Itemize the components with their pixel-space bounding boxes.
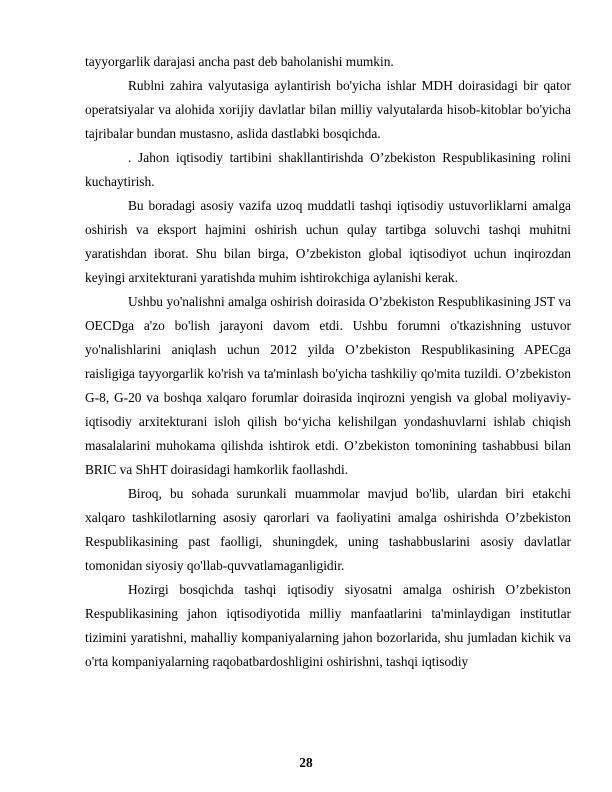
document-page <box>85 50 571 674</box>
paragraph-chronic-problems: Biroq, bu sohada surunkali muammolar mavjud bo'lib, ulardan biri etakchi xalqaro tashkilotlarning asosiy qarorlari va faoliyatini amalga oshirishda O’zbekiston Respublikasining past faolligi, shuningdek, uning tashabbuslarini asosiy davlatlar tomonidan siyosiy qo'llab-quvvatlamaganligidir. <box>85 486 571 573</box>
paragraph-section-heading: . Jahon iqtisodiy tartibini shakllantirishda O’zbekiston Respublikasining rolini kuchaytirish. <box>85 150 571 189</box>
paragraph-jst-oecd: Ushbu yo'nalishni amalga oshirish doirasida O’zbekiston Respublikasining JST va OECDga a'zo bo'lish jarayoni davom etdi. Ushbu forumni o'tkazishning ustuvor yo'nalishlarini aniqlash uchun 2012 yilda O’zbekiston Respublikasining APECga raisligiga tayyorgarlik ko'rish va ta'minlash bo'yicha tashkiliy qo'mita tuzildi. O’zbekiston G-8, G-20 va boshqa xalqaro forumlar doirasida inqirozni yengish va global moliyaviy-iqtisodiy arxitekturani isloh qilish bo‘yicha kelishilgan yondashuvlarni ishlab chiqish masalalarini muhokama qilishda ishtirok etdi. O’zbekiston tomonining tashabbusi bilan BRIC va ShHT doirasidagi hamkorlik faollashdi. <box>85 294 571 477</box>
paragraph-continuation: tayyorgarlik darajasi ancha past deb baholanishi mumkin. <box>85 54 394 69</box>
page-number: 28 <box>299 755 313 770</box>
paragraph-rubl-reserve: Rublni zahira valyutasiga aylantirish bo'yicha ishlar MDH doirasidagi bir qator operatsiyalar va alohida xorijiy davlatlar bilan milliy valyutalarda hisob-kitoblar bo'yicha tajribalar bundan mustasno, aslida dastlabki bosqichda. <box>85 78 571 141</box>
paragraph-current-stage: Hozirgi bosqichda tashqi iqtisodiy siyosatni amalga oshirish O’zbekiston Respublikasining jahon iqtisodiyotida milliy manfaatlarini ta'minlaydigan institutlar tizimini yaratishni, mahalliy kompaniyalarning jahon bozorlarida, shu jumladan kichik va o'rta kompaniyalarning raqobatbardoshligini oshirishni, tashqi iqtisodiy <box>85 582 571 669</box>
paragraph-main-task: Bu boradagi asosiy vazifa uzoq muddatli tashqi iqtisodiy ustuvorliklarni amalga oshirish va eksport hajmini oshirish uchun qulay tartibga soluvchi tashqi muhitni yaratishdan iborat. Shu bilan birga, O’zbekiston global iqtisodiyot uchun inqirozdan keyingi arxitekturani yaratishda muhim ishtirokchiga aylanishi kerak. <box>85 198 571 285</box>
